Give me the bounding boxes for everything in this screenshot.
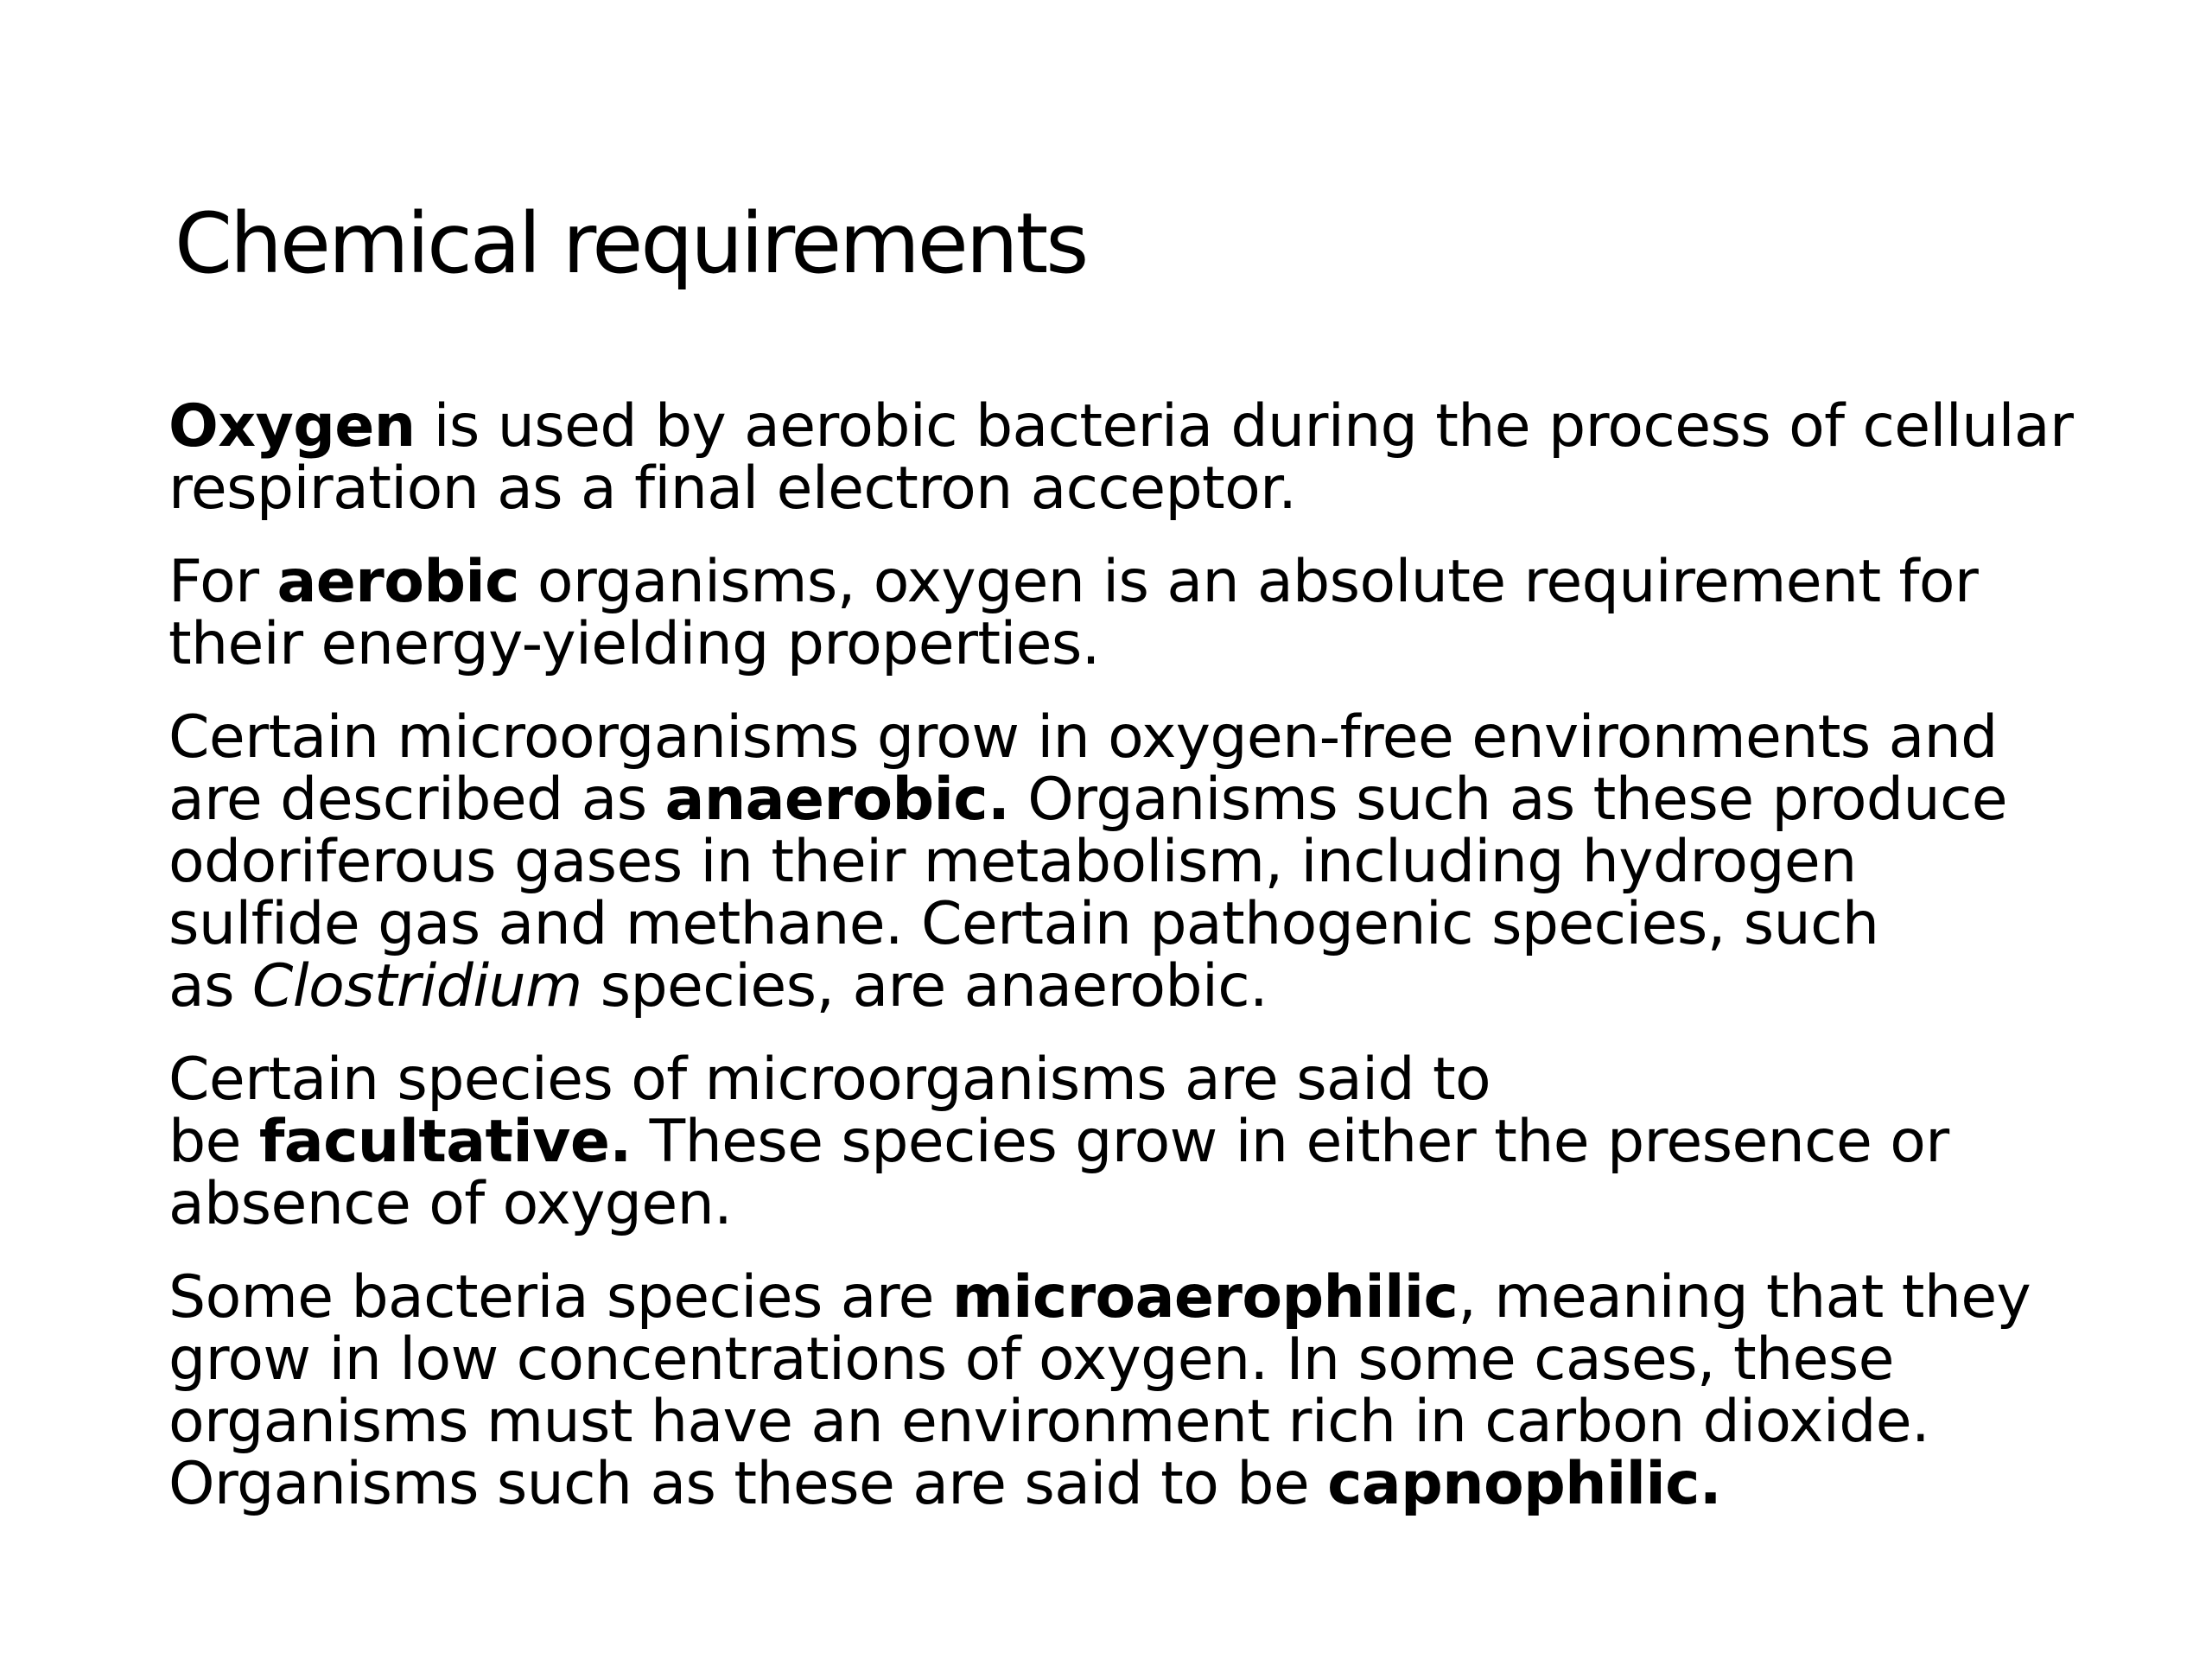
text-run: Organisms such as these are said to be: [168, 1450, 1328, 1518]
text-line: [168, 1108, 2182, 1176]
text-run: Organisms such as these produce: [1009, 766, 2007, 834]
bold-term: facultative.: [258, 1108, 632, 1176]
text-run: are described as: [168, 766, 665, 834]
text-run: sulfide gas and methane. Certain pathogenic species, such: [168, 890, 1879, 958]
paragraph-1: [168, 392, 2182, 523]
text-line: [168, 890, 2182, 958]
text-run: species, are anaerobic.: [582, 952, 1268, 1020]
bold-term: microaerophilic: [951, 1263, 1459, 1332]
text-line: [168, 1046, 2182, 1114]
text-run: These species grow in either the presence or: [631, 1108, 1949, 1176]
text-line: [168, 703, 2182, 772]
text-run: Certain species of microorganisms are said to: [168, 1046, 1491, 1114]
text-line: [168, 1450, 2182, 1518]
text-run: grow in low concentrations of oxygen. In some cases, these: [168, 1325, 1894, 1394]
italic-term: Clostridium: [251, 952, 582, 1020]
paragraph-2: [168, 548, 2182, 678]
text-run: organisms must have an environment rich in carbon dioxide.: [168, 1388, 1930, 1456]
text-line: [168, 548, 2182, 616]
paragraph-5: [168, 1263, 2182, 1518]
text-run: absence of oxygen.: [168, 1170, 733, 1238]
text-line: [168, 766, 2182, 834]
bold-term: anaerobic.: [664, 766, 1010, 834]
bold-term: Oxygen: [168, 392, 416, 461]
text-run: For: [168, 548, 277, 616]
text-line: [168, 392, 2182, 461]
text-run: is used by aerobic bacteria during the process of cellular: [415, 392, 2074, 461]
paragraph-3: [168, 703, 2182, 1020]
text-line: [168, 1263, 2182, 1332]
bold-term: aerobic: [276, 548, 519, 616]
text-run: as: [168, 952, 252, 1020]
text-run: respiration as a final electron acceptor.: [168, 454, 1297, 523]
text-line: [168, 1170, 2182, 1238]
slide-title: Chemical requirements: [175, 195, 1087, 292]
text-run: , meaning that they: [1458, 1263, 2031, 1332]
text-run: organisms, oxygen is an absolute requirement for: [518, 548, 1979, 616]
text-line: [168, 454, 2182, 523]
text-run: odoriferous gases in their metabolism, including hydrogen: [168, 828, 1857, 896]
text-run: be: [168, 1108, 259, 1176]
paragraph-4: [168, 1046, 2182, 1238]
text-run: their energy-yielding properties.: [168, 610, 1100, 678]
text-line: [168, 828, 2182, 896]
text-line: [168, 1388, 2182, 1456]
text-line: [168, 952, 2182, 1020]
text-line: [168, 1325, 2182, 1394]
text-line: [168, 610, 2182, 678]
text-run: Some bacteria species are: [168, 1263, 952, 1332]
text-run: Certain microorganisms grow in oxygen-free environments and: [168, 703, 1998, 772]
bold-term: capnophilic.: [1327, 1450, 1722, 1518]
slide-body: [168, 392, 2182, 1547]
